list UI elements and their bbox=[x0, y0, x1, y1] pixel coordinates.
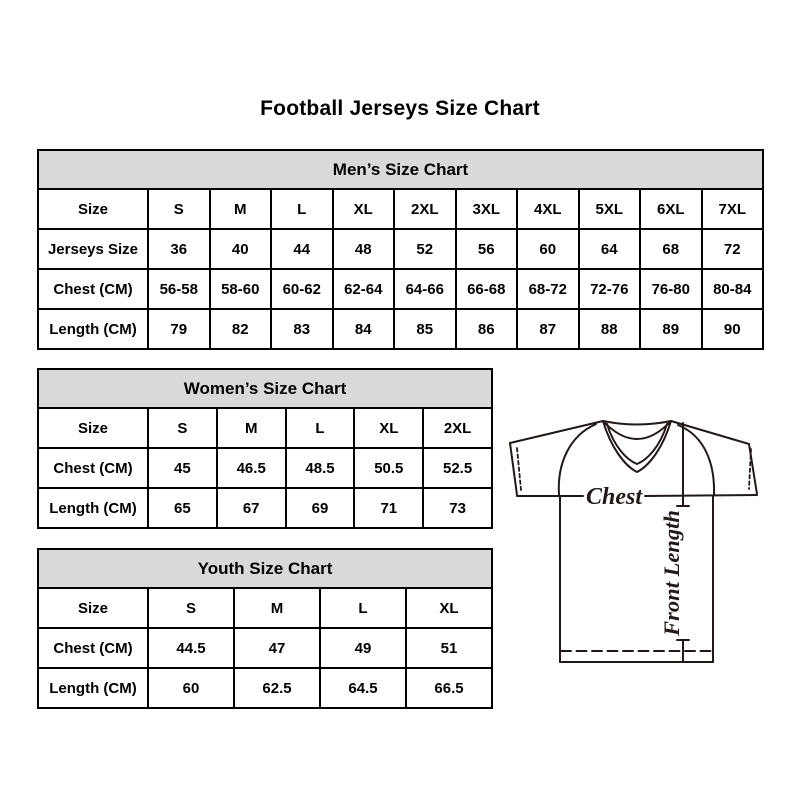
jersey-diagram-svg bbox=[503, 404, 773, 670]
size-value-cell: 79 bbox=[148, 309, 210, 349]
row-label-cell: Chest (CM) bbox=[38, 448, 148, 488]
vneck-inner-line bbox=[607, 424, 667, 464]
row-label-cell: Length (CM) bbox=[38, 668, 148, 708]
size-value-cell: 44.5 bbox=[148, 628, 234, 668]
size-value-cell: 5XL bbox=[579, 189, 641, 229]
size-value-cell: 49 bbox=[320, 628, 406, 668]
size-value-cell: 56-58 bbox=[148, 269, 210, 309]
chest-label: Chest bbox=[585, 484, 643, 510]
youth-size-table bbox=[37, 548, 493, 709]
size-value-cell: 86 bbox=[456, 309, 518, 349]
size-value-cell: 52 bbox=[394, 229, 456, 269]
size-value-cell: 68-72 bbox=[517, 269, 579, 309]
size-value-cell: M bbox=[234, 588, 320, 628]
mens-size-table bbox=[37, 149, 764, 350]
size-value-cell: 2XL bbox=[423, 408, 492, 448]
size-value-cell: 76-80 bbox=[640, 269, 702, 309]
size-value-cell: 69 bbox=[286, 488, 355, 528]
size-value-cell: 85 bbox=[394, 309, 456, 349]
size-value-cell: 2XL bbox=[394, 189, 456, 229]
size-value-cell: M bbox=[210, 189, 272, 229]
size-value-cell: 3XL bbox=[456, 189, 518, 229]
row-label-cell: Chest (CM) bbox=[38, 269, 148, 309]
size-value-cell: L bbox=[271, 189, 333, 229]
table-row bbox=[38, 448, 492, 488]
size-value-cell: 72 bbox=[702, 229, 764, 269]
table-row bbox=[38, 309, 763, 349]
row-label-cell: Size bbox=[38, 189, 148, 229]
size-value-cell: 60-62 bbox=[271, 269, 333, 309]
size-value-cell: XL bbox=[354, 408, 423, 448]
size-value-cell: 44 bbox=[271, 229, 333, 269]
table-row bbox=[38, 668, 492, 708]
size-value-cell: 64-66 bbox=[394, 269, 456, 309]
size-value-cell: 40 bbox=[210, 229, 272, 269]
size-value-cell: 65 bbox=[148, 488, 217, 528]
table-title-row bbox=[38, 150, 763, 189]
size-value-cell: 73 bbox=[423, 488, 492, 528]
table-row bbox=[38, 588, 492, 628]
size-value-cell: 72-76 bbox=[579, 269, 641, 309]
left-shoulder-line bbox=[510, 421, 603, 443]
jersey-measurement-diagram bbox=[503, 404, 773, 670]
row-label-cell: Jerseys Size bbox=[38, 229, 148, 269]
size-value-cell: L bbox=[286, 408, 355, 448]
size-value-cell: 52.5 bbox=[423, 448, 492, 488]
size-value-cell: XL bbox=[406, 588, 492, 628]
left-sleeve-edge bbox=[510, 443, 517, 495]
size-value-cell: 88 bbox=[579, 309, 641, 349]
size-value-cell: 58-60 bbox=[210, 269, 272, 309]
size-value-cell: 89 bbox=[640, 309, 702, 349]
size-value-cell: 90 bbox=[702, 309, 764, 349]
size-value-cell: M bbox=[217, 408, 286, 448]
row-label-cell: Length (CM) bbox=[38, 309, 148, 349]
size-value-cell: 62-64 bbox=[333, 269, 395, 309]
size-value-cell: 71 bbox=[354, 488, 423, 528]
size-value-cell: 7XL bbox=[702, 189, 764, 229]
size-value-cell: S bbox=[148, 588, 234, 628]
size-value-cell: 60 bbox=[148, 668, 234, 708]
size-value-cell: 6XL bbox=[640, 189, 702, 229]
size-value-cell: 84 bbox=[333, 309, 395, 349]
size-value-cell: 62.5 bbox=[234, 668, 320, 708]
size-value-cell: 36 bbox=[148, 229, 210, 269]
size-value-cell: 48 bbox=[333, 229, 395, 269]
row-label-cell: Size bbox=[38, 588, 148, 628]
size-value-cell: 56 bbox=[456, 229, 518, 269]
size-value-cell: 68 bbox=[640, 229, 702, 269]
table-row bbox=[38, 189, 763, 229]
size-value-cell: 80-84 bbox=[702, 269, 764, 309]
size-value-cell: XL bbox=[333, 189, 395, 229]
left-cuff-dashed-line bbox=[517, 448, 521, 490]
size-value-cell: 46.5 bbox=[217, 448, 286, 488]
table-title: Youth Size Chart bbox=[38, 549, 492, 588]
front-length-label: Front Length bbox=[659, 510, 684, 636]
size-value-cell: 67 bbox=[217, 488, 286, 528]
table-row bbox=[38, 628, 492, 668]
size-value-cell: 60 bbox=[517, 229, 579, 269]
size-value-cell: 64 bbox=[579, 229, 641, 269]
page-title: Football Jerseys Size Chart bbox=[260, 97, 540, 120]
row-label-cell: Length (CM) bbox=[38, 488, 148, 528]
table-row bbox=[38, 488, 492, 528]
size-value-cell: 83 bbox=[271, 309, 333, 349]
right-cuff-dashed-line bbox=[749, 449, 751, 489]
size-value-cell: 82 bbox=[210, 309, 272, 349]
size-value-cell: 66.5 bbox=[406, 668, 492, 708]
table-title-row bbox=[38, 549, 492, 588]
size-value-cell: S bbox=[148, 408, 217, 448]
collar-top-line bbox=[603, 421, 671, 425]
size-value-cell: 87 bbox=[517, 309, 579, 349]
table-title: Women’s Size Chart bbox=[38, 369, 492, 408]
size-value-cell: 50.5 bbox=[354, 448, 423, 488]
womens-size-table bbox=[37, 368, 493, 529]
row-label-cell: Chest (CM) bbox=[38, 628, 148, 668]
row-label-cell: Size bbox=[38, 408, 148, 448]
size-value-cell: L bbox=[320, 588, 406, 628]
size-value-cell: 66-68 bbox=[456, 269, 518, 309]
size-value-cell: S bbox=[148, 189, 210, 229]
size-value-cell: 51 bbox=[406, 628, 492, 668]
table-title-row bbox=[38, 369, 492, 408]
chest-line-right bbox=[645, 495, 757, 496]
table-row bbox=[38, 229, 763, 269]
size-value-cell: 64.5 bbox=[320, 668, 406, 708]
table-row bbox=[38, 408, 492, 448]
table-row bbox=[38, 269, 763, 309]
size-value-cell: 48.5 bbox=[286, 448, 355, 488]
table-title: Men’s Size Chart bbox=[38, 150, 763, 189]
size-value-cell: 47 bbox=[234, 628, 320, 668]
size-value-cell: 45 bbox=[148, 448, 217, 488]
size-value-cell: 4XL bbox=[517, 189, 579, 229]
